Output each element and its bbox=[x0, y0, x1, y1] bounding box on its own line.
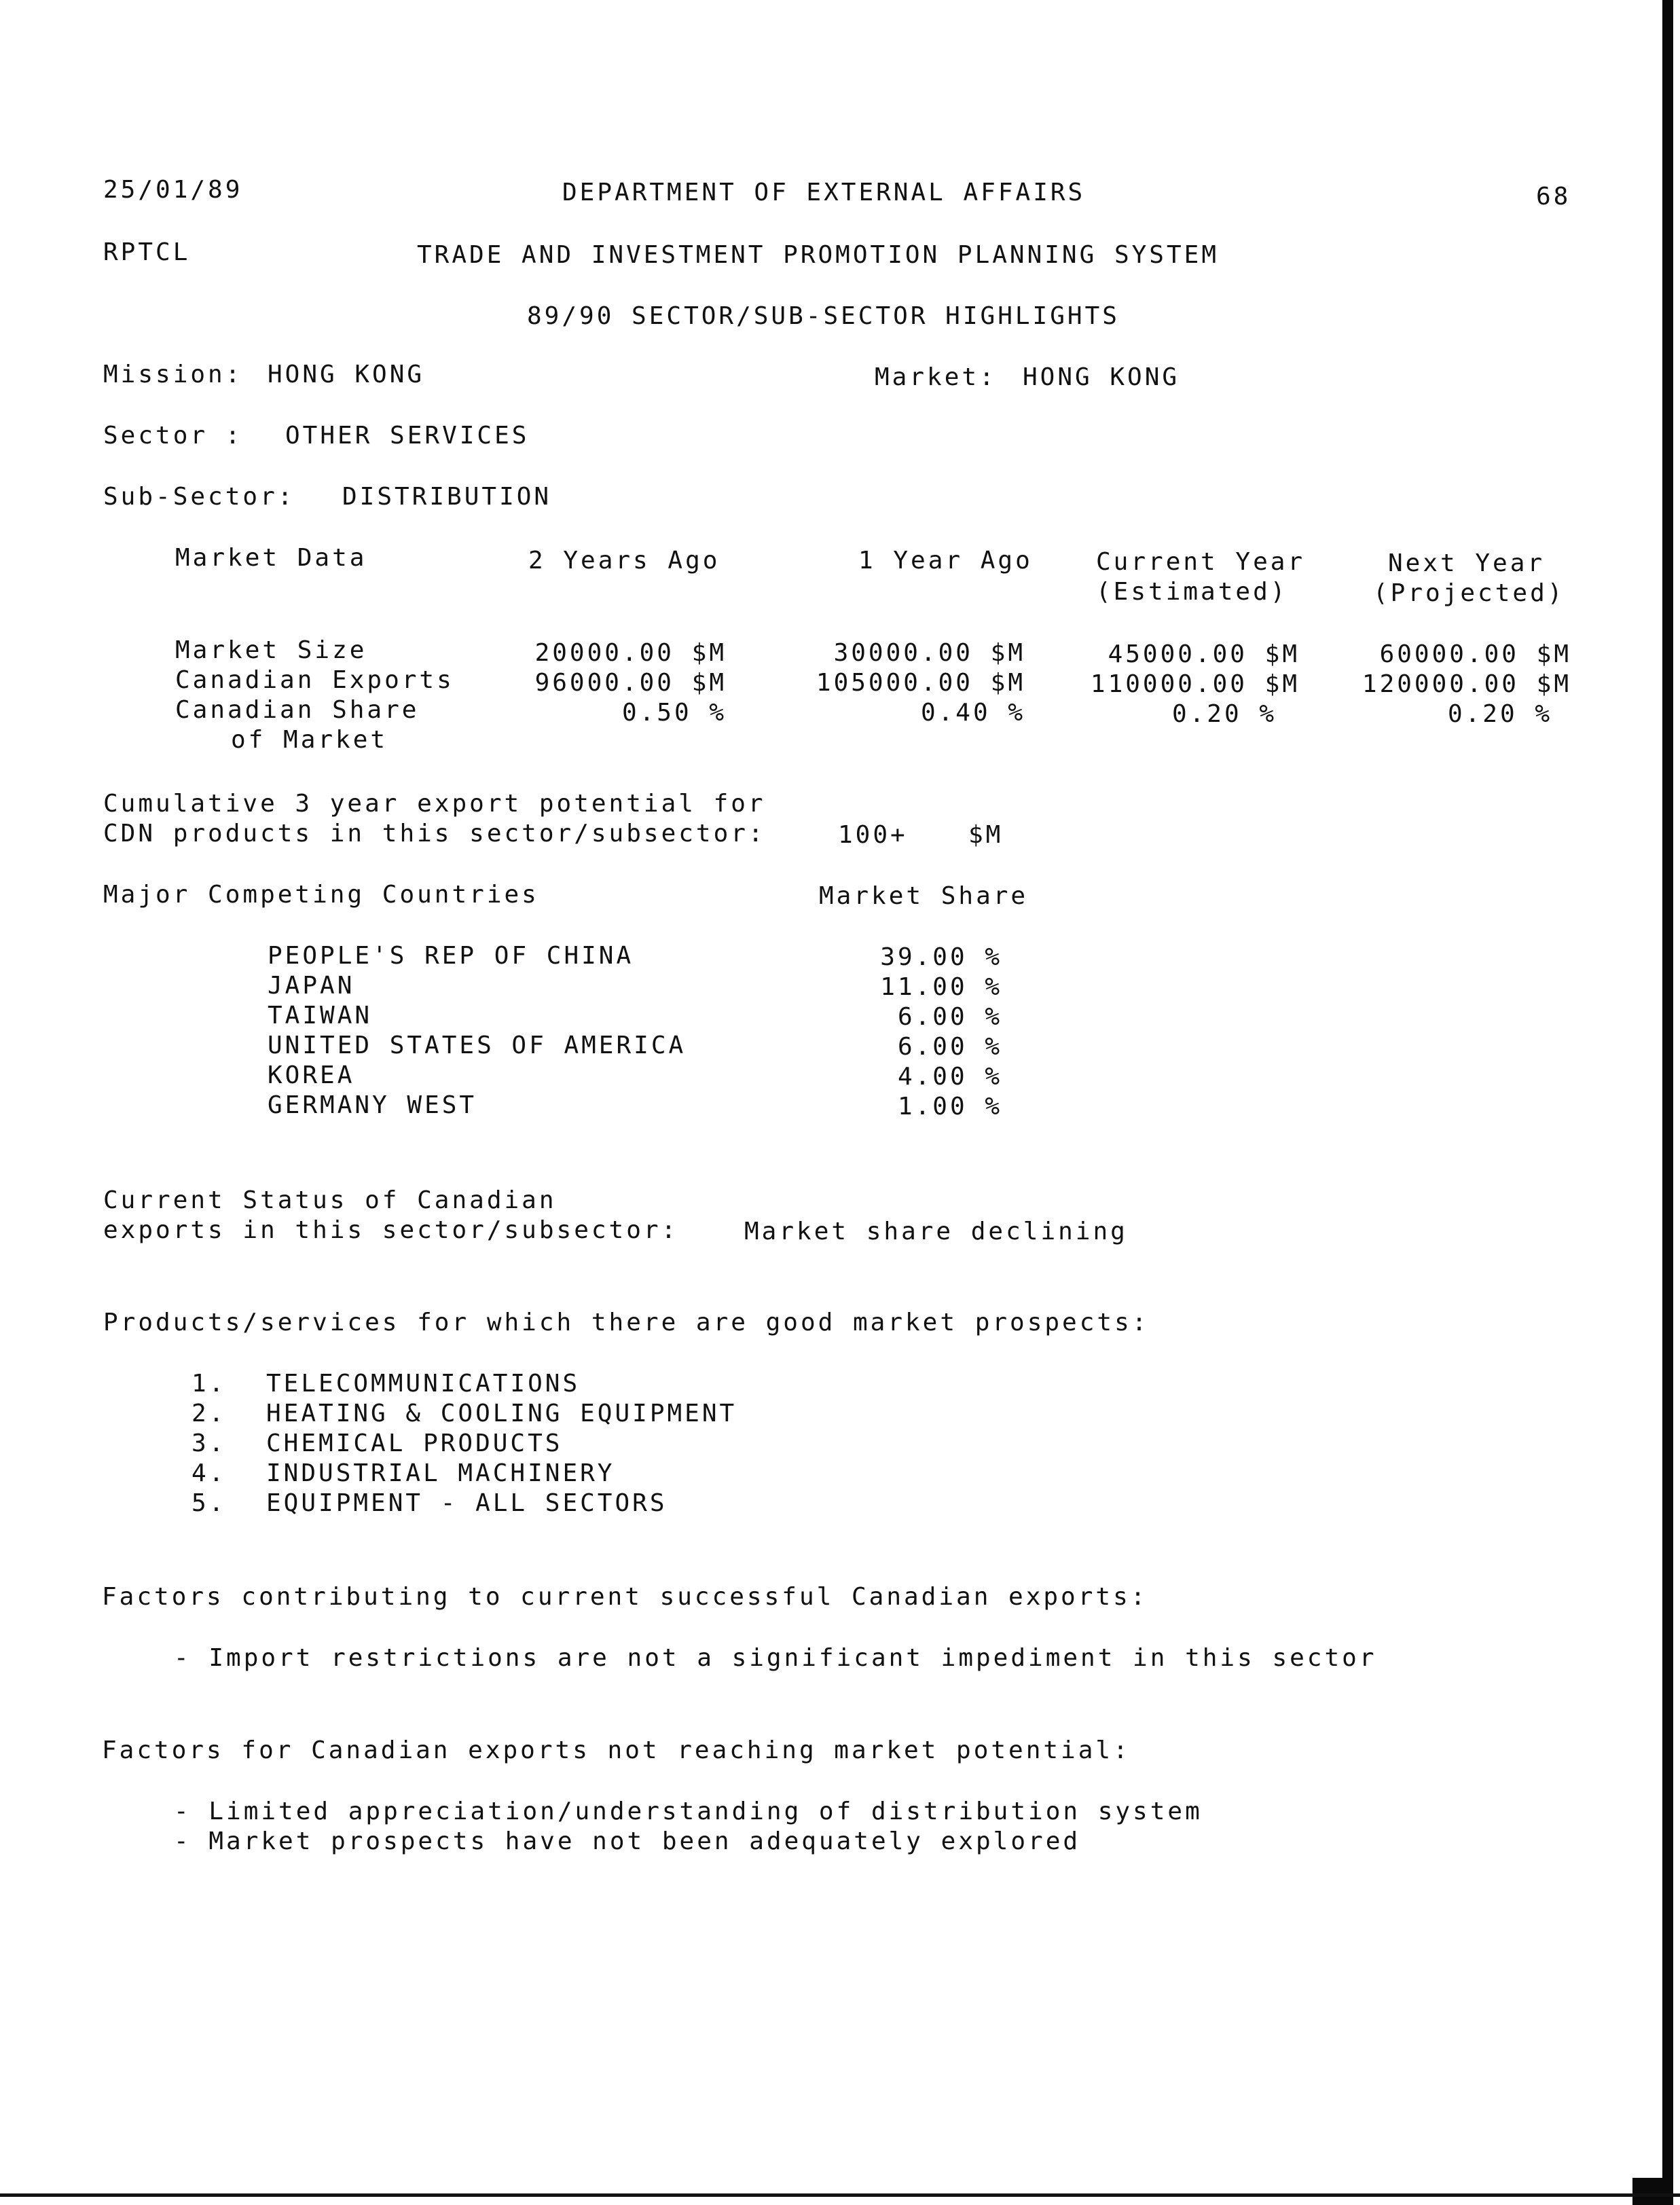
report-code: RPTCL bbox=[103, 238, 191, 266]
report-title: 89/90 SECTOR/SUB-SECTOR HIGHLIGHTS bbox=[527, 302, 1120, 330]
competitor-share: 4.00 % bbox=[897, 1063, 1002, 1091]
competitor-share: 6.00 % bbox=[897, 1003, 1002, 1031]
competitor-country: GERMANY WEST bbox=[268, 1091, 477, 1119]
page-number: 68 bbox=[1536, 183, 1571, 211]
row-label-canadian-exports: Canadian Exports bbox=[175, 666, 454, 694]
cumulative-line-1: Cumulative 3 year export potential for bbox=[103, 790, 766, 818]
market-label: Market: bbox=[875, 363, 997, 391]
product-number: 1. bbox=[191, 1370, 227, 1398]
competitor-share: 39.00 % bbox=[880, 943, 1002, 971]
subsector-label: Sub-Sector: bbox=[103, 483, 295, 511]
canadian-share-1-year-ago: 0.40 % bbox=[920, 699, 1025, 727]
report-date: 25/01/89 bbox=[103, 176, 243, 204]
status-line-2: exports in this sector/subsector: bbox=[103, 1216, 679, 1244]
factors-limit-header: Factors for Canadian exports not reaching market potential: bbox=[102, 1736, 1131, 1764]
mission-label: Mission: bbox=[103, 361, 243, 388]
canadian-exports-1-year-ago: 105000.00 $M bbox=[816, 669, 1025, 697]
mission-value: HONG KONG bbox=[268, 361, 425, 388]
products-header: Products/services for which there are good market prospects: bbox=[103, 1309, 1150, 1336]
product-text: TELECOMMUNICATIONS bbox=[266, 1370, 581, 1398]
competitor-country: PEOPLE'S REP OF CHINA bbox=[268, 942, 634, 970]
market-value: HONG KONG bbox=[1023, 363, 1180, 391]
product-text: INDUSTRIAL MACHINERY bbox=[266, 1459, 615, 1487]
department-title: DEPARTMENT OF EXTERNAL AFFAIRS bbox=[562, 179, 1086, 206]
market-size-2-years-ago: 20000.00 $M bbox=[534, 639, 727, 667]
col-header-1-year-ago: 1 Year Ago bbox=[858, 547, 1033, 575]
market-share-header: Market Share bbox=[819, 882, 1029, 910]
product-text: HEATING & COOLING EQUIPMENT bbox=[266, 1400, 737, 1427]
competitor-country: JAPAN bbox=[268, 972, 355, 1000]
col-header-projected: (Projected) bbox=[1373, 579, 1565, 607]
canadian-share-2-years-ago: 0.50 % bbox=[621, 699, 727, 727]
canadian-exports-next-year: 120000.00 $M bbox=[1362, 670, 1571, 698]
row-label-of-market: of Market bbox=[231, 726, 388, 754]
col-header-current-year: Current Year bbox=[1096, 548, 1306, 576]
competitor-country: KOREA bbox=[268, 1061, 355, 1089]
scan-edge-corner bbox=[1632, 2178, 1673, 2205]
row-label-market-size: Market Size bbox=[175, 636, 367, 664]
cumulative-value: 100+ bbox=[838, 821, 908, 849]
market-size-current-year: 45000.00 $M bbox=[1108, 640, 1300, 668]
competitor-country: UNITED STATES OF AMERICA bbox=[268, 1032, 687, 1059]
competitor-share: 11.00 % bbox=[880, 973, 1002, 1001]
market-size-next-year: 60000.00 $M bbox=[1379, 640, 1571, 668]
col-header-estimated: (Estimated) bbox=[1096, 578, 1288, 606]
system-title: TRADE AND INVESTMENT PROMOTION PLANNING SYSTEM bbox=[417, 241, 1219, 269]
canadian-share-current-year: 0.20 % bbox=[1171, 700, 1277, 728]
cumulative-line-2: CDN products in this sector/subsector: bbox=[103, 820, 766, 848]
product-number: 2. bbox=[191, 1400, 227, 1427]
factors-success-item: - Import restrictions are not a significant impediment in this sector bbox=[174, 1644, 1377, 1672]
status-line-1: Current Status of Canadian bbox=[103, 1186, 557, 1214]
product-number: 5. bbox=[191, 1489, 227, 1517]
col-header-2-years-ago: 2 Years Ago bbox=[528, 547, 720, 575]
col-header-next-year: Next Year bbox=[1388, 549, 1546, 577]
product-text: CHEMICAL PRODUCTS bbox=[266, 1429, 563, 1457]
competitor-share: 6.00 % bbox=[897, 1033, 1002, 1061]
subsector-value: DISTRIBUTION bbox=[342, 483, 552, 511]
scan-right-edge bbox=[1662, 0, 1673, 2205]
market-size-1-year-ago: 30000.00 $M bbox=[833, 639, 1025, 667]
canadian-exports-current-year: 110000.00 $M bbox=[1090, 670, 1300, 698]
competitors-header: Major Competing Countries bbox=[103, 881, 539, 909]
canadian-exports-2-years-ago: 96000.00 $M bbox=[534, 669, 727, 697]
product-number: 4. bbox=[191, 1459, 227, 1487]
sector-label: Sector : bbox=[103, 422, 243, 450]
row-label-canadian-share: Canadian Share bbox=[175, 696, 420, 724]
sector-value: OTHER SERVICES bbox=[285, 422, 530, 450]
factors-limit-item: - Limited appreciation/understanding of distribution system bbox=[174, 1798, 1203, 1825]
canadian-share-next-year: 0.20 % bbox=[1447, 700, 1552, 728]
competitor-country: TAIWAN bbox=[268, 1002, 373, 1029]
cumulative-unit: $M bbox=[968, 821, 1004, 849]
status-value: Market share declining bbox=[744, 1218, 1128, 1245]
factors-limit-item: - Market prospects have not been adequately explored bbox=[174, 1827, 1081, 1855]
factors-success-header: Factors contributing to current successful Canadian exports: bbox=[102, 1583, 1148, 1611]
product-text: EQUIPMENT - ALL SECTORS bbox=[266, 1489, 668, 1517]
col-header-market-data: Market Data bbox=[175, 544, 367, 572]
product-number: 3. bbox=[191, 1429, 227, 1457]
scan-bottom-edge bbox=[0, 2193, 1680, 2197]
competitor-share: 1.00 % bbox=[897, 1093, 1002, 1120]
